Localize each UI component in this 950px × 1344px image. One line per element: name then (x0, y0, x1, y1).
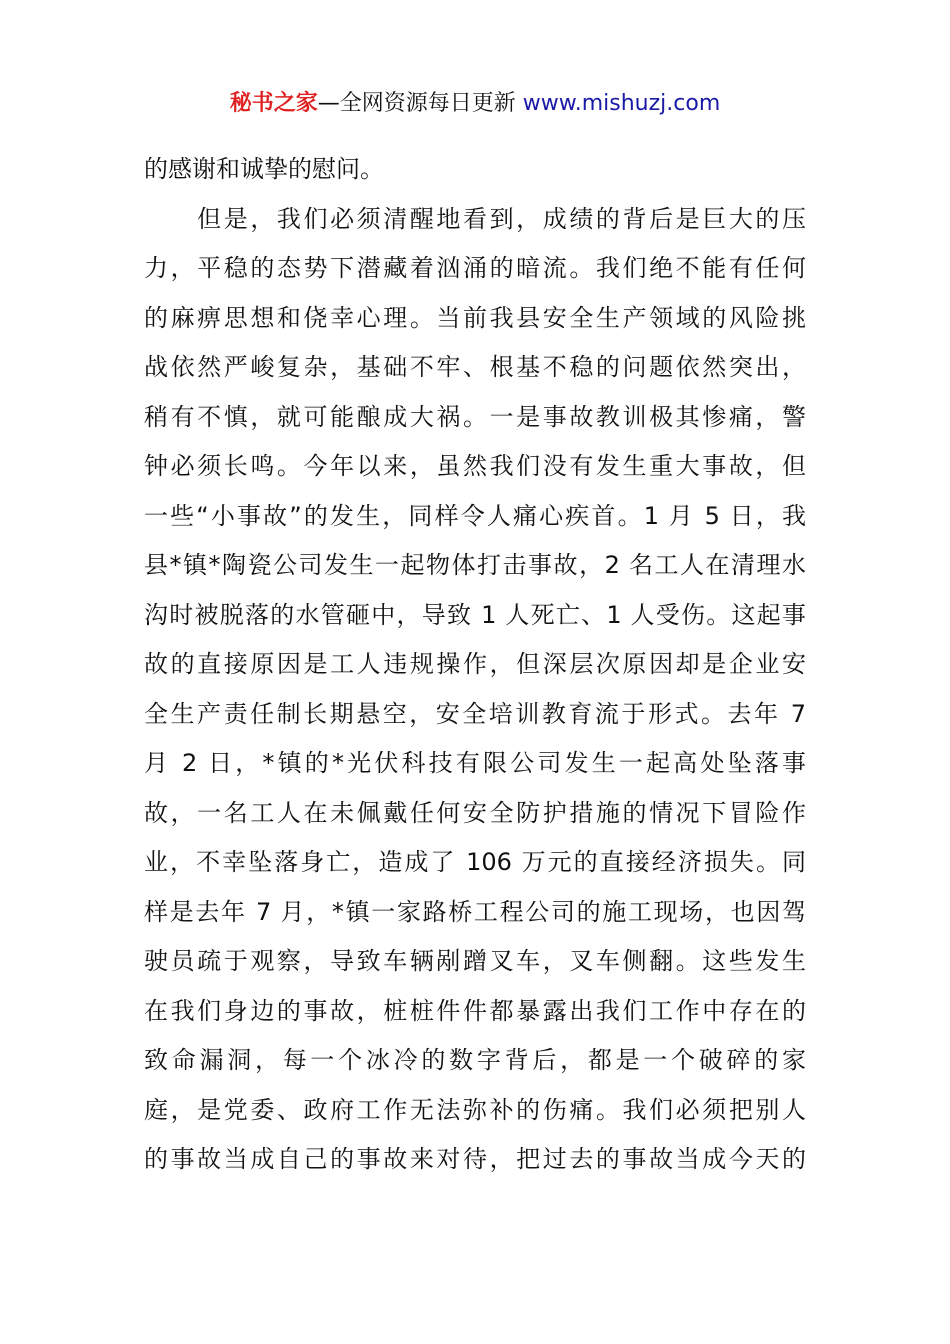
text-line: 一些“小事故”的发生，同样令人痛心疾首。1 月 5 日，我 (144, 501, 806, 530)
text-line: 样是去年 7 月，*镇一家路桥工程公司的施工现场，也因驾 (144, 897, 806, 926)
text-line: 故，一名工人在未佩戴任何安全防护措施的情况下冒险作 (144, 798, 806, 827)
website-url[interactable]: www.mishuzj.com (522, 91, 721, 116)
text-line: 在我们身边的事故，桩桩件件都暴露出我们工作中存在的 (144, 996, 806, 1025)
text-line: 钟必须长鸣。今年以来，虽然我们没有发生重大事故，但 (144, 452, 806, 480)
text-line: 月 2 日，*镇的*光伏科技有限公司发生一起高处坠落事 (144, 749, 806, 777)
text-line: 稍有不慎，就可能酿成大祸。一是事故教训极其惨痛，警 (144, 402, 806, 431)
text-line: 庭，是党委、政府工作无法弥补的伤痛。我们必须把别人 (144, 1095, 806, 1124)
document-body (144, 145, 806, 1185)
page-header (0, 88, 950, 120)
text-line: 县*镇*陶瓷公司发生一起物体打击事故，2 名工人在清理水 (144, 551, 806, 579)
text-line: 致命漏洞，每一个冰冷的数字背后，都是一个破碎的家 (144, 1046, 806, 1074)
text-line: 但是，我们必须清醒地看到，成绩的背后是巨大的压 (144, 204, 806, 233)
text-line: 的事故当成自己的事故来对待，把过去的事故当成今天的 (144, 1145, 806, 1173)
text-line: 的感谢和诚挚的慰问。 (144, 155, 384, 183)
text-line: 的麻痹思想和侥幸心理。当前我县安全生产领域的风险挑 (144, 303, 806, 332)
header-tagline: —全网资源每日更新 (317, 91, 523, 116)
text-line: 驶员疏于观察，导致车辆剐蹭叉车，叉车侧翻。这些发生 (144, 947, 806, 975)
text-line: 力，平稳的态势下潜藏着汹涌的暗流。我们绝不能有任何 (144, 254, 806, 282)
brand-name: 秘书之家 (229, 91, 318, 116)
text-line: 业，不幸坠落身亡，造成了 106 万元的直接经济损失。同 (144, 848, 806, 876)
text-line: 全生产责任制长期悬空，安全培训教育流于形式。去年 7 (144, 699, 806, 728)
text-line: 沟时被脱落的水管砸中，导致 1 人死亡、1 人受伤。这起事 (144, 600, 806, 629)
text-line: 战依然严峻复杂，基础不牢、根基不稳的问题依然突出， (144, 353, 806, 381)
text-line: 故的直接原因是工人违规操作，但深层次原因却是企业安 (144, 650, 806, 678)
